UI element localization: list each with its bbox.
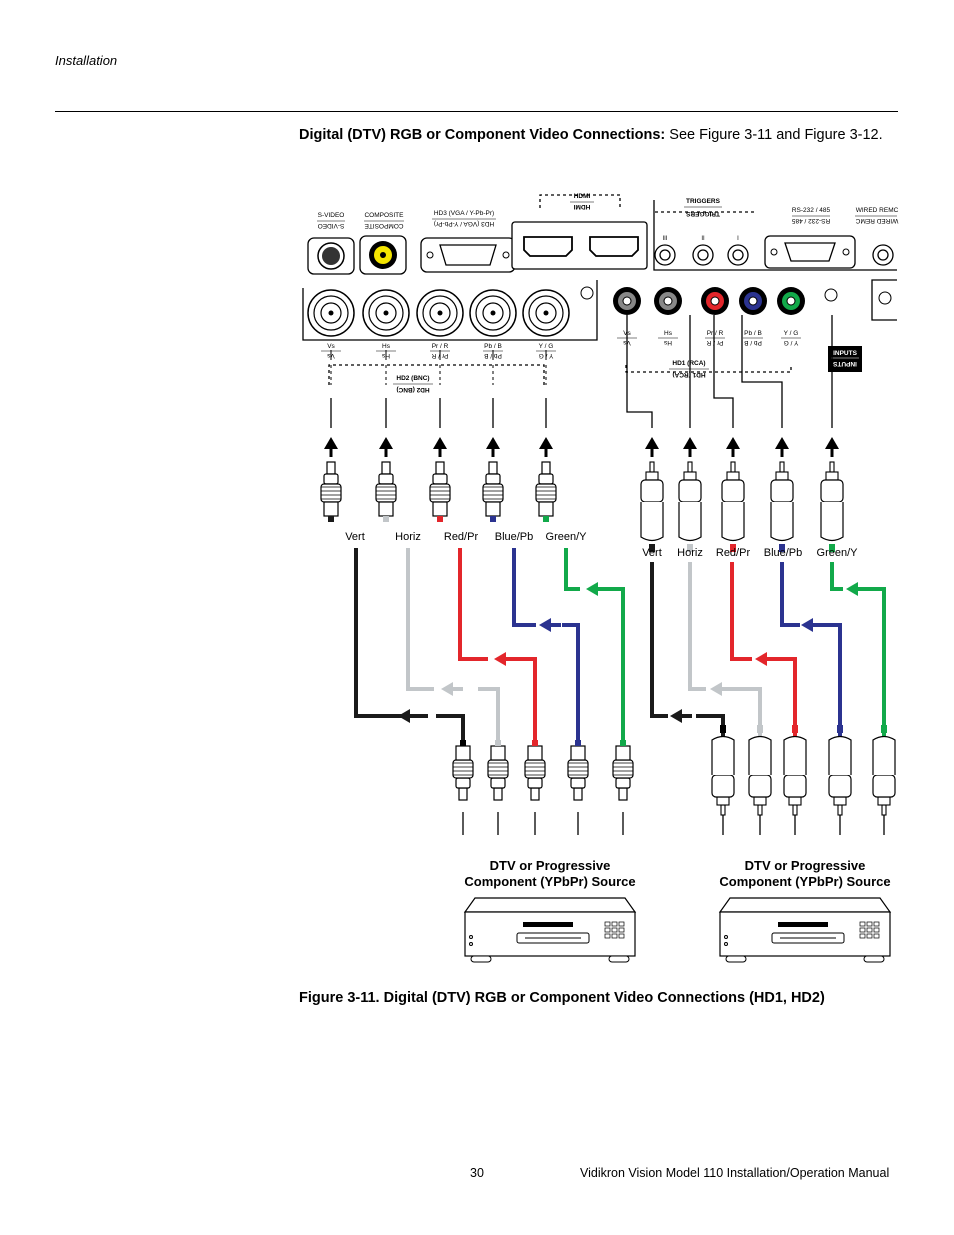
inputs-label-flipped: INPUTS	[833, 360, 857, 367]
rca-plug-icon	[722, 462, 744, 552]
bnc-port-label-flipped: Vs	[327, 352, 335, 359]
rca-jack-pin	[623, 297, 631, 305]
bnc-plug-icon	[488, 740, 508, 800]
bnc-port-label: Y / G	[538, 343, 554, 350]
bnc-jacks	[308, 290, 569, 385]
hd1-group-label: HD1 (RCA)	[672, 360, 706, 367]
rca-port-label: Pb / B	[744, 330, 762, 337]
source-label: Component (YPbPr) Source	[719, 874, 891, 889]
panel-screw	[879, 292, 891, 304]
cable-green-src	[605, 589, 623, 740]
cable-blue	[782, 562, 800, 625]
source-devices	[464, 858, 890, 962]
rca-jack-pin	[787, 297, 795, 305]
rca-plug-icon	[829, 725, 851, 815]
rca-port-label-flipped: Y / G	[783, 339, 799, 346]
source-label: DTV or Progressive	[489, 858, 611, 873]
dvd-player-icon	[720, 898, 890, 962]
rca-port-label-flipped: Pr / R	[706, 339, 724, 346]
rca-plug-icon	[712, 725, 734, 815]
cable-horiz	[690, 562, 706, 689]
rca-jack-pin	[749, 297, 757, 305]
hd3-label-flipped: HD3 (VGA / Y-Pb-Pr)	[433, 220, 495, 227]
bnc-plug-icon	[613, 740, 633, 800]
intro-text: See Figure 3-11 and Figure 3-12.	[665, 127, 883, 143]
cable-vert	[652, 562, 668, 716]
bnc-jack-pin	[491, 311, 496, 316]
rs232-port	[765, 236, 855, 268]
source-label: DTV or Progressive	[744, 858, 866, 873]
rca-jacks	[613, 287, 805, 315]
cable-green	[832, 562, 843, 589]
bnc-port-label: Pb / B	[484, 343, 502, 350]
hd2-group-label-flipped: HD2 (BNC)	[396, 386, 430, 393]
bnc-port-label: Vs	[327, 343, 335, 350]
cable-label: Red/Pr	[715, 547, 751, 559]
cable-horiz-src	[478, 689, 498, 740]
source-label: Component (YPbPr) Source	[464, 874, 636, 889]
cable-blue-src	[562, 625, 578, 740]
trigger-mark-2: II	[701, 236, 705, 242]
rca-port-label: Hs	[664, 330, 672, 337]
bnc-plug-icon	[525, 740, 545, 800]
bnc-jack-pin	[329, 311, 334, 316]
cable-label: Red/Pr	[443, 531, 479, 543]
rca-jack-pin	[711, 297, 719, 305]
triggers-label: TRIGGERS	[686, 198, 720, 205]
ground-screw-rca	[825, 289, 837, 301]
wired-remote-label-flipped: WIRED REMC	[855, 217, 899, 224]
cable-red	[732, 562, 752, 659]
rs232-label: RS-232 / 485	[791, 207, 831, 214]
hd3-label: HD3 (VGA / Y-Pb-Pr)	[433, 210, 495, 217]
rca-port-label: Vs	[623, 330, 631, 337]
bnc-plug-icon	[453, 740, 473, 800]
cable-label: Blue/Pb	[494, 531, 534, 543]
cable-label: Green/Y	[545, 531, 587, 543]
trigger-mark-1: I	[737, 236, 739, 242]
rca-port-label-flipped: Vs	[623, 339, 631, 346]
rca-plug-icon	[873, 725, 895, 815]
bnc-port-label-flipped: Pr / R	[431, 352, 449, 359]
cable-blue	[514, 548, 536, 625]
running-header: Installation	[55, 53, 118, 68]
wired-remote-jack	[873, 245, 893, 265]
rca-plug-icon	[784, 725, 806, 815]
hd1-group-label-flipped: HD1 (RCA)	[672, 371, 706, 378]
cable-label: Horiz	[395, 531, 421, 543]
rca-port-label-flipped: Hs	[664, 339, 672, 346]
bnc-plug-icon	[321, 462, 341, 522]
intro-heading: Digital (DTV) RGB or Component Video Connections:	[299, 127, 666, 143]
triggers-label-flipped: TRIGGERS	[686, 210, 720, 217]
rca-plug-icon	[771, 462, 793, 552]
inputs-label: INPUTS	[833, 350, 857, 357]
cable-label: Vert	[642, 547, 662, 559]
bnc-port-label: Hs	[382, 343, 390, 350]
bnc-jack-pin	[438, 311, 443, 316]
composite-port	[360, 236, 406, 274]
bnc-port-label-flipped: Pb / B	[484, 352, 502, 359]
rca-plug-icon	[749, 725, 771, 815]
bnc-plug-icon	[376, 462, 396, 522]
bnc-plug-icon	[483, 462, 503, 522]
rca-port-label-flipped: Pb / B	[744, 339, 762, 346]
bnc-plug-icon	[568, 740, 588, 800]
trigger-jacks	[655, 245, 748, 265]
rca-plug-icon	[641, 462, 663, 552]
cable-label: Green/Y	[816, 547, 858, 559]
cable-green	[566, 548, 580, 589]
rca-port-label: Y / G	[783, 330, 799, 337]
bnc-plug-icon	[430, 462, 450, 522]
cable-horiz	[408, 548, 434, 689]
svideo-label: S-VIDEO	[317, 212, 345, 219]
hd2-group-label: HD2 (BNC)	[396, 375, 430, 382]
cable-horiz-src	[731, 689, 760, 740]
cable-label: Blue/Pb	[763, 547, 803, 559]
bnc-jack-pin	[384, 311, 389, 316]
figure-caption: Figure 3-11. Digital (DTV) RGB or Component Video Connections (HD1, HD2)	[299, 990, 825, 1006]
wired-remote-label: WIRED REMC	[855, 207, 899, 214]
trigger-mark-3: III	[662, 236, 668, 242]
manual-title: Vidikron Vision Model 110 Installation/Operation Manual	[580, 1166, 890, 1180]
bnc-port-label-flipped: Hs	[382, 352, 390, 359]
vga-port	[421, 238, 515, 272]
rca-plug-icon	[679, 462, 701, 552]
rca-jack-pin	[664, 297, 672, 305]
page-number: 30	[470, 1166, 484, 1180]
inputs-tag	[828, 346, 862, 372]
cable-red-src	[512, 659, 535, 740]
svideo-label-flipped: S-VIDEO	[317, 222, 345, 229]
cable-green-src	[868, 589, 884, 740]
ground-screw	[581, 287, 593, 299]
hdmi-label: HDMI	[573, 193, 591, 200]
cable-vert-src	[436, 716, 463, 740]
rs232-label-flipped: RS-232 / 485	[791, 217, 831, 224]
panel-edge	[872, 280, 897, 320]
cable-red-src	[774, 659, 795, 740]
svideo-port	[308, 238, 354, 274]
rca-plug-icon	[821, 462, 843, 552]
composite-label: COMPOSITE	[364, 212, 404, 219]
bnc-port-label-flipped: Y / G	[538, 352, 554, 359]
bnc-jack-pin	[544, 311, 549, 316]
rca-port-label: Pr / R	[706, 330, 724, 337]
rca-group-bracket	[626, 365, 791, 372]
composite-label-flipped: COMPOSITE	[364, 222, 404, 229]
cable-blue-src	[823, 625, 840, 740]
cable-red	[460, 548, 488, 659]
hdmi-ports	[512, 222, 647, 269]
bnc-group-bracket	[329, 365, 544, 385]
hdmi-label-flipped: HDMI	[573, 203, 591, 210]
cable-label: Horiz	[677, 547, 703, 559]
cable-label: Vert	[345, 531, 365, 543]
dvd-player-icon	[465, 898, 635, 962]
bnc-plug-icon	[536, 462, 556, 522]
bnc-port-label: Pr / R	[431, 343, 449, 350]
